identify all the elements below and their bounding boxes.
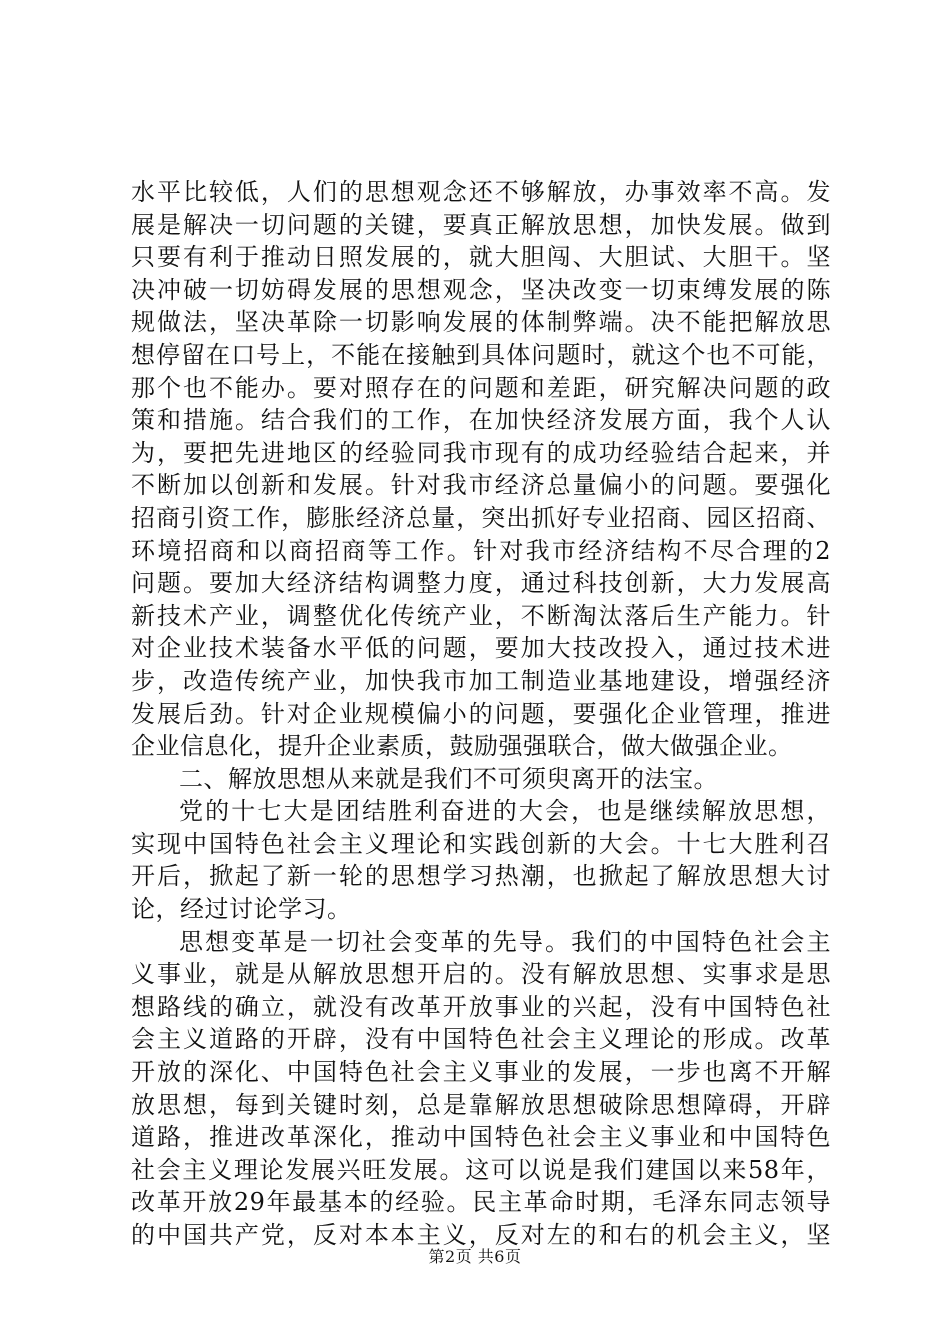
body-text-line: 对企业技术装备水平低的问题，要加大技改投入，通过技术进 — [131, 634, 831, 663]
body-text-line: 社会主义理论发展兴旺发展。这可以说是我们建国以来58年， — [131, 1155, 831, 1184]
body-text-line: 会主义道路的开辟，没有中国特色社会主义理论的形成。改革 — [131, 1025, 831, 1054]
body-text-line: 的中国共产党，反对本本主义，反对左的和右的机会主义，坚 — [131, 1221, 831, 1249]
body-text-line: 实现中国特色社会主义理论和实践创新的大会。十七大胜利召 — [131, 829, 831, 858]
body-text-line: 不断加以创新和发展。针对我市经济总量偏小的问题。要强化 — [131, 471, 831, 500]
body-text-line: 策和措施。结合我们的工作，在加快经济发展方面，我个人认 — [131, 406, 831, 435]
body-text-line: 想停留在口号上，不能在接触到具体问题时，就这个也不可能， — [131, 340, 831, 369]
page-footer: 第2页 共6页 — [428, 1247, 522, 1266]
body-text-line: 决冲破一切妨碍发展的思想观念，坚决改变一切束缚发展的陈 — [131, 275, 831, 304]
body-text-line: 展是解决一切问题的关键，要真正解放思想，加快发展。做到 — [131, 210, 831, 239]
body-text-line: 问题。要加大经济结构调整力度，通过科技创新，大力发展高 — [131, 569, 831, 598]
body-text-line: 只要有利于推动日照发展的，就大胆闯、大胆试、大胆干。坚 — [131, 243, 831, 272]
body-text-line: 义事业，就是从解放思想开启的。没有解放思想、实事求是思 — [131, 960, 831, 989]
body-text-line: 党的十七大是团结胜利奋进的大会，也是继续解放思想， — [179, 797, 831, 826]
body-text-line: 思想变革是一切社会变革的先导。我们的中国特色社会主 — [179, 927, 831, 956]
body-text-line: 论，经过讨论学习。 — [131, 895, 352, 924]
body-text-line: 放思想，每到关键时刻，总是靠解放思想破除思想障碍，开辟 — [131, 1090, 831, 1119]
document-body — [131, 176, 831, 1252]
body-text-line: 开放的深化、中国特色社会主义事业的发展，一步也离不开解 — [131, 1058, 831, 1087]
body-text-line: 新技术产业，调整优化传统产业，不断淘汰落后生产能力。针 — [131, 601, 831, 630]
body-text-line: 规做法，坚决革除一切影响发展的体制弊端。决不能把解放思 — [131, 308, 831, 337]
body-text-line: 开后，掀起了新一轮的思想学习热潮，也掀起了解放思想大讨 — [131, 862, 831, 891]
body-text-line: 为，要把先进地区的经验同我市现有的成功经验结合起来，并 — [131, 438, 831, 467]
body-text-line: 水平比较低，人们的思想观念还不够解放，办事效率不高。发 — [131, 178, 831, 206]
body-text-line: 想路线的确立，就没有改革开放事业的兴起，没有中国特色社 — [131, 992, 831, 1021]
body-text-line: 企业信息化，提升企业素质，鼓励强强联合，做大做强企业。 — [131, 732, 793, 761]
body-text-line: 二、解放思想从来就是我们不可须臾离开的法宝。 — [179, 764, 718, 793]
body-text-line: 环境招商和以商招商等工作。针对我市经济结构不尽合理的2 — [131, 536, 831, 565]
body-text-line: 改革开放29年最基本的经验。民主革命时期，毛泽东同志领导 — [131, 1188, 831, 1217]
body-text-line: 步，改造传统产业，加快我市加工制造业基地建设，增强经济 — [131, 666, 831, 695]
body-text-line: 招商引资工作，膨胀经济总量，突出抓好专业招商、园区招商、 — [131, 503, 831, 532]
body-text-line: 道路，推进改革深化，推动中国特色社会主义事业和中国特色 — [131, 1123, 831, 1152]
body-text-line: 发展后劲。针对企业规模偏小的问题，要强化企业管理，推进 — [131, 699, 831, 728]
body-text-line: 那个也不能办。要对照存在的问题和差距，研究解决问题的政 — [131, 373, 831, 402]
